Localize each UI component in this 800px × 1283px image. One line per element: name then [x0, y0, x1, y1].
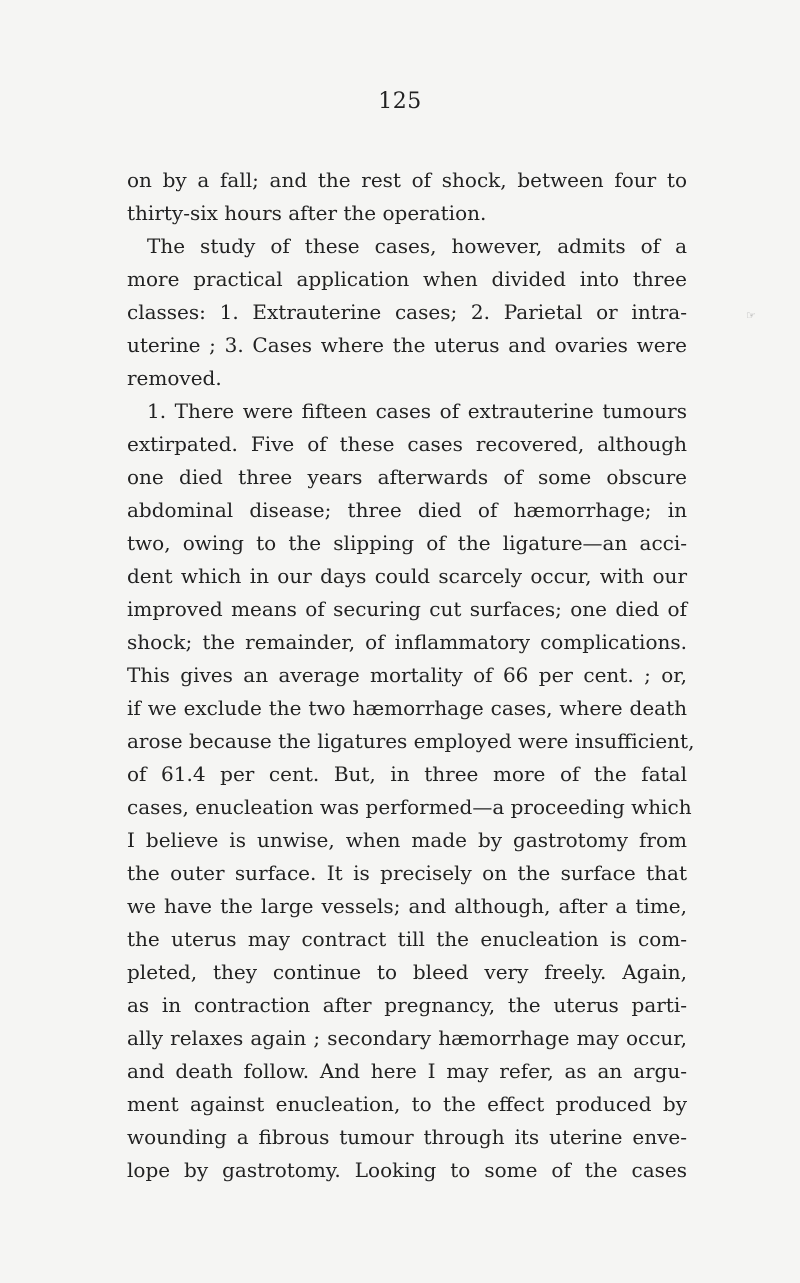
- text-line: the outer surface. It is precisely on the surface that: [127, 861, 687, 885]
- text-line: we have the large vessels; and although, after a time,: [127, 894, 687, 918]
- text-line: This gives an average mortality of 66 per cent. ; or,: [127, 663, 687, 687]
- text-line: arose because the ligatures employed were insufficient,: [127, 729, 695, 753]
- text-line: more practical application when divided into three: [127, 267, 687, 291]
- text-line: improved means of securing cut surfaces; one died of: [127, 597, 687, 621]
- text-line: abdominal disease; three died of hæmorrhage; in: [127, 498, 687, 522]
- body-text: [127, 164, 695, 1187]
- text-line: two, owing to the slipping of the ligature—an acci-: [127, 531, 687, 555]
- text-line: classes: 1. Extrauterine cases; 2. Parietal or intra-: [127, 300, 687, 324]
- text-line: as in contraction after pregnancy, the uterus parti-: [127, 993, 687, 1017]
- text-line: The study of these cases, however, admits of a: [147, 234, 687, 258]
- text-line: of 61.4 per cent. But, in three more of the fatal: [127, 762, 687, 786]
- text-line: extirpated. Five of these cases recovered, although: [127, 432, 687, 456]
- text-line: ment against enucleation, to the effect produced by: [127, 1092, 687, 1116]
- text-line: on by a fall; and the rest of shock, between four to: [127, 168, 687, 192]
- text-line: uterine ; 3. Cases where the uterus and ovaries were: [127, 333, 687, 357]
- text-line: I believe is unwise, when made by gastrotomy from: [127, 828, 687, 852]
- text-line: pleted, they continue to bleed very freely. Again,: [127, 960, 687, 984]
- text-line: 1. There were fifteen cases of extrauterine tumours: [147, 399, 687, 423]
- text-line: dent which in our days could scarcely occur, with our: [127, 564, 687, 588]
- text-line: cases, enucleation was performed—a proceeding which: [127, 795, 692, 819]
- text-line: ally relaxes again ; secondary hæmorrhage may occur,: [127, 1026, 687, 1050]
- text-line: lope by gastrotomy. Looking to some of the cases: [127, 1158, 687, 1182]
- text-line: wounding a fibrous tumour through its uterine enve-: [127, 1125, 687, 1149]
- text-line: removed.: [127, 366, 222, 390]
- text-line: shock; the remainder, of inflammatory complications.: [127, 630, 687, 654]
- text-line: the uterus may contract till the enucleation is com-: [127, 927, 687, 951]
- page-number: 125: [378, 89, 422, 114]
- text-line: thirty-six hours after the operation.: [127, 201, 487, 225]
- text-line: if we exclude the two hæmorrhage cases, where death: [127, 696, 687, 720]
- text-line: one died three years afterwards of some obscure: [127, 465, 687, 489]
- text-line: and death follow. And here I may refer, as an argu-: [127, 1059, 687, 1083]
- stray-mark: ☞: [746, 309, 756, 322]
